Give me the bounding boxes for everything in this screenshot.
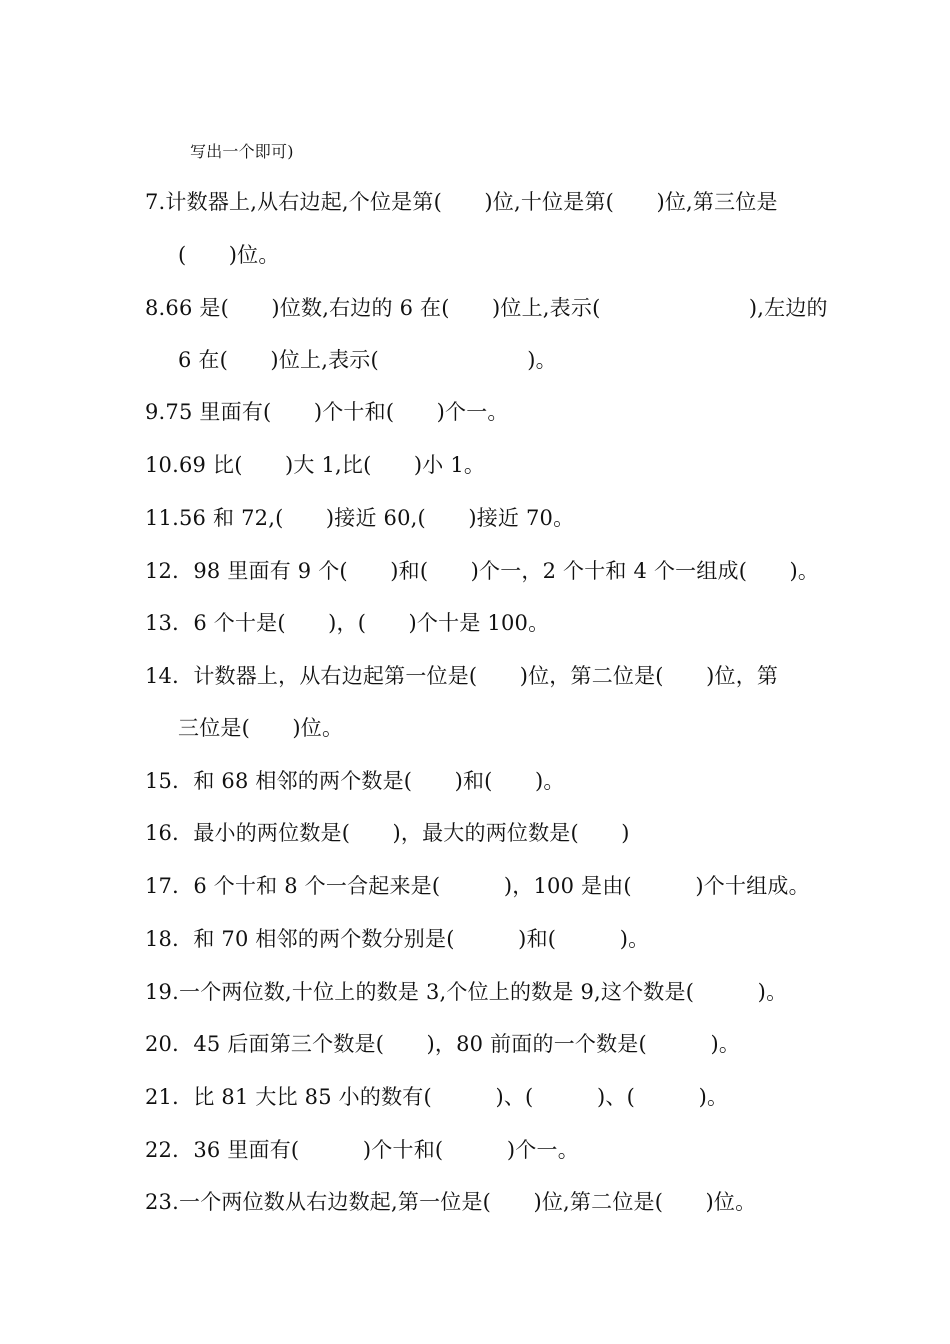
question-10: 10.69 比( )大 1,比( )小 1。	[145, 453, 486, 477]
question-13: 13．6 个十是( )，( )个十是 100。	[145, 611, 550, 635]
question-16: 16．最小的两位数是( )，最大的两位数是( )	[145, 821, 630, 845]
question-23: 23.一个两位数从右边数起,第一位是( )位,第二位是( )位。	[145, 1190, 757, 1214]
question-11: 11.56 和 72,( )接近 60,( )接近 70。	[145, 506, 575, 530]
question-7-line-1: 7.计数器上,从右边起,个位是第( )位,十位是第( )位,第三位是	[145, 190, 778, 214]
question-15: 15．和 68 相邻的两个数是( )和( )。	[145, 769, 565, 793]
question-20: 20．45 后面第三个数是( )，80 前面的一个数是( )。	[145, 1032, 741, 1056]
question-17: 17．6 个十和 8 个一合起来是( )，100 是由( )个十组成。	[145, 874, 810, 898]
question-18: 18．和 70 相邻的两个数分别是( )和( )。	[145, 927, 650, 951]
question-21: 21．比 81 大比 85 小的数有( )、( )、( )。	[145, 1085, 729, 1109]
question-14-line-1: 14．计数器上，从右边起第一位是( )位，第二位是( )位，第	[145, 664, 779, 688]
question-7-line-2: ( )位。	[178, 243, 280, 267]
question-8-line-1: 8.66 是( )位数,右边的 6 在( )位上,表示( ),左边的	[145, 296, 828, 320]
question-22: 22．36 里面有( )个十和( )个一。	[145, 1138, 579, 1162]
continued-note: 写出一个即可)	[190, 142, 294, 161]
question-9: 9.75 里面有( )个十和( )个一。	[145, 400, 509, 424]
question-8-line-2: 6 在( )位上,表示( )。	[178, 348, 557, 372]
question-14-line-2: 三位是( )位。	[178, 716, 344, 740]
question-19: 19.一个两位数,十位上的数是 3,个位上的数是 9,这个数是( )。	[145, 980, 788, 1004]
question-12: 12．98 里面有 9 个( )和( )个一，2 个十和 4 个一组成( )。	[145, 559, 820, 583]
